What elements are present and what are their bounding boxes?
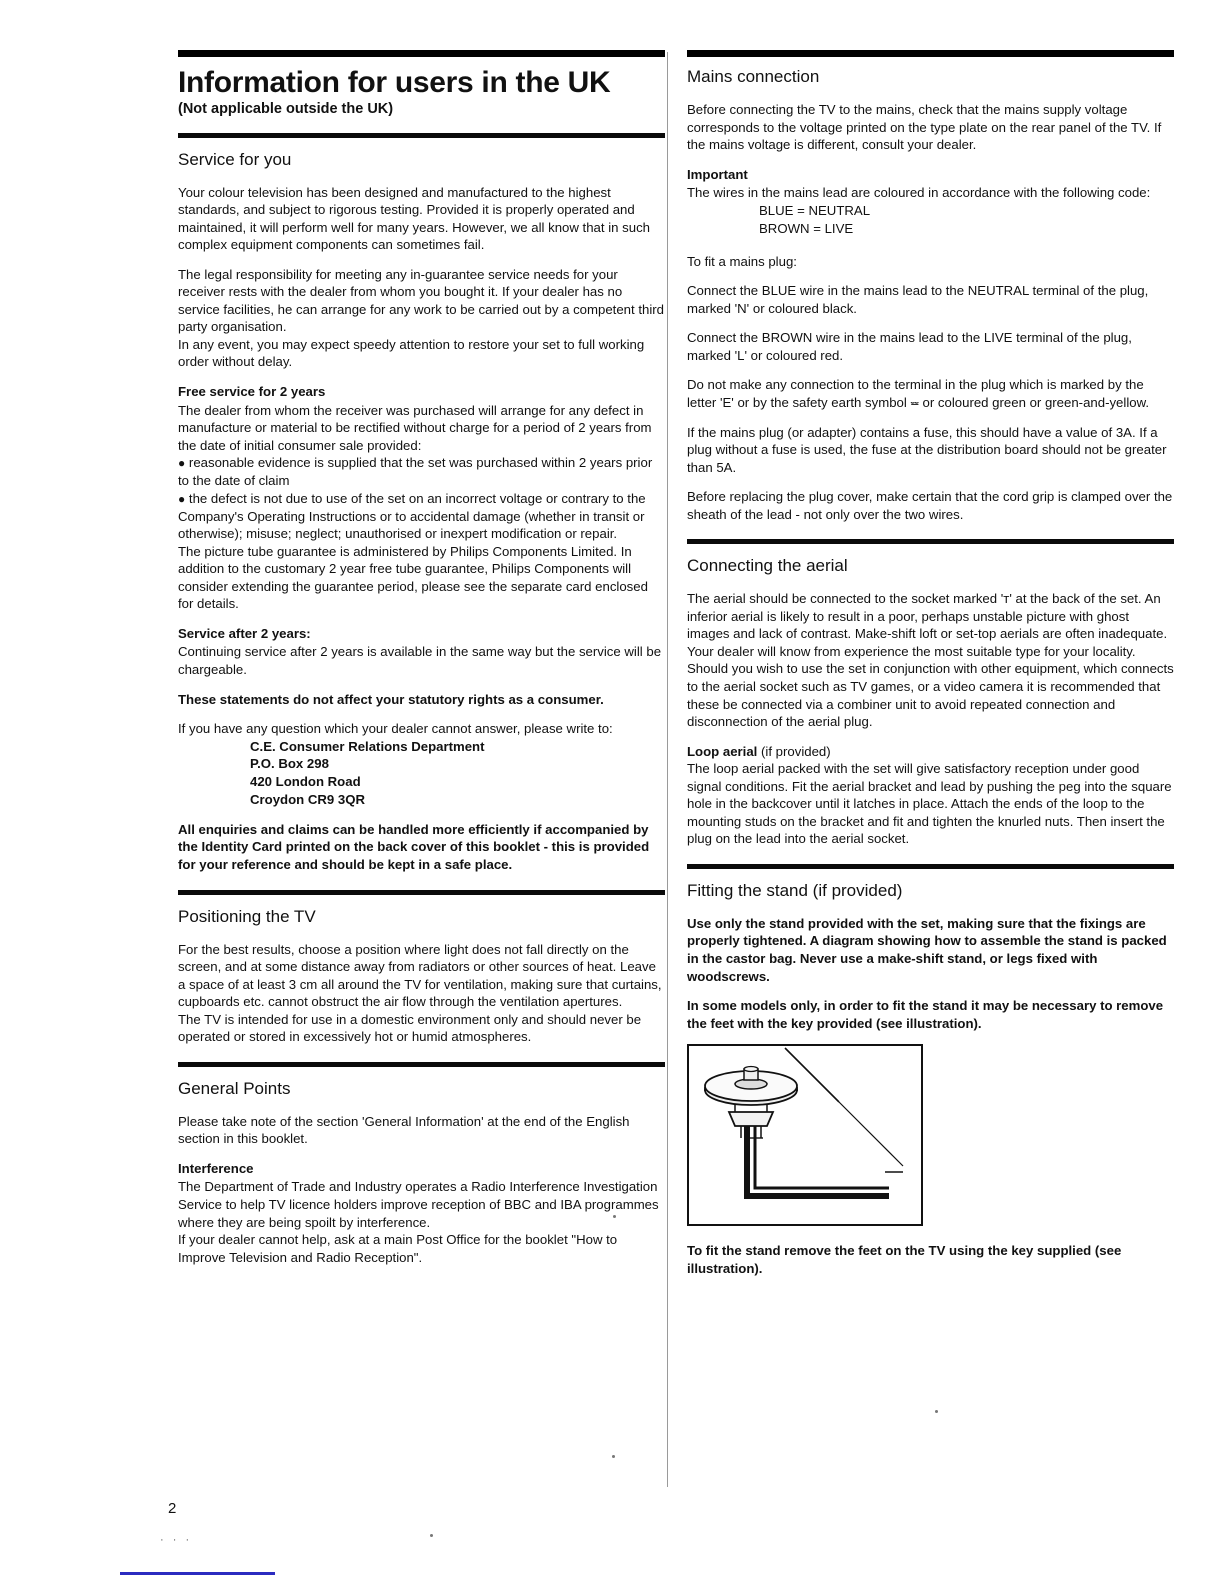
mains-rule-top bbox=[687, 50, 1174, 57]
earth-terminal-warning-text-2: or coloured green or green-and-yellow. bbox=[922, 394, 1150, 410]
stand-illustration-svg bbox=[689, 1046, 917, 1220]
free-service-bullet-1 bbox=[178, 454, 665, 490]
column-divider bbox=[667, 52, 668, 1487]
free-service-paragraph-1: The dealer from whom the receiver was purchased will arrange for any defect in manufacture or material to be rectified without charge for a period of 2 years from the date of initial consumer sale provided: bbox=[178, 402, 652, 453]
stand-rule bbox=[687, 864, 1174, 869]
page-bottom-marks: · · · bbox=[160, 1534, 193, 1546]
section-heading-general-points: General Points bbox=[178, 1078, 291, 1098]
bullet-dot-icon: ● bbox=[178, 456, 186, 471]
service-for-you-paragraph-2: The legal responsibility for meeting any in-guarantee service needs for your receiver rests with the dealer from whom you bought it. If your dealer has no service facilities, he can arrange for any work to be carried out by a competent third party organisation. bbox=[178, 266, 664, 335]
fit-mains-plug-intro: To fit a mains plug: bbox=[687, 253, 797, 269]
code-brown: BROWN = LIVE bbox=[759, 221, 854, 237]
service-after-heading: Service after 2 years: bbox=[178, 625, 311, 641]
stand-paragraph-1: Use only the stand provided with the set, making sure that the fixings are properly tightened. A diagram showing how to assemble the stand is packed in the castor bag. Never use a make-shift stand, or legs fixed with woodscrews. bbox=[687, 915, 1167, 984]
free-service-paragraph-2: The picture tube guarantee is administered by Philips Components Limited. In addition to the customary 2 year free tube guarantee, Philips Components will consider extending the guarantee period, please see the separate card enclosed for details. bbox=[178, 543, 648, 612]
statutory-rights-statement: These statements do not affect your statutory rights as a consumer. bbox=[178, 691, 604, 707]
cord-grip-paragraph: Before replacing the plug cover, make certain that the cord grip is clamped over the sheath of the lead - not only over the two wires. bbox=[687, 489, 1173, 522]
scan-speck bbox=[612, 1455, 615, 1458]
interference-heading: Interference bbox=[178, 1160, 254, 1176]
section-heading-positioning: Positioning the TV bbox=[178, 906, 316, 926]
page-bottom-bar bbox=[120, 1572, 275, 1575]
fuse-rating-paragraph: If the mains plug (or adapter) contains a fuse, this should have a value of 3A. If a plug without a fuse is used, the fuse at the distribution board should not be greater than 5A. bbox=[687, 424, 1167, 475]
service-for-you-paragraph-3: In any event, you may expect speedy attention to restore your set to full working order without delay. bbox=[178, 336, 645, 370]
title-rule-bottom bbox=[178, 133, 665, 138]
section-heading-connecting-aerial: Connecting the aerial bbox=[687, 556, 848, 576]
page-number: 2 bbox=[168, 1500, 177, 1517]
contact-address bbox=[178, 738, 665, 809]
title-rule-top bbox=[178, 50, 665, 57]
service-after-paragraph-1: Continuing service after 2 years is available in the same way but the service will be chargeable. bbox=[178, 644, 662, 677]
scan-speck bbox=[935, 1410, 938, 1413]
free-service-heading: Free service for 2 years bbox=[178, 383, 326, 399]
positioning-rule bbox=[178, 890, 665, 895]
service-for-you-paragraph-1: Your colour television has been designed and manufactured to the highest standards, and subject to rigorous testing. Provided it is properly operated and maintained, it will perform well for many years. However, we all know that in such complex equipment components can sometimes fail. bbox=[178, 184, 651, 253]
loop-aerial-heading bbox=[687, 743, 1174, 761]
earth-terminal-warning-text-1: Do not make any connection to the terminal in the plug which is marked by the letter 'E' or by the safety earth symbol bbox=[687, 377, 1144, 410]
code-blue: BLUE = NEUTRAL bbox=[759, 202, 871, 218]
positioning-paragraph-2: The TV is intended for use in a domestic environment only and should never be operated or stored in excessively hot or humid atmospheres. bbox=[178, 1011, 642, 1045]
important-heading: Important bbox=[687, 166, 748, 182]
connect-blue-wire: Connect the BLUE wire in the mains lead to the NEUTRAL terminal of the plug, marked 'N' or coloured black. bbox=[687, 283, 1149, 316]
address-line-1: C.E. Consumer Relations Department bbox=[250, 738, 485, 754]
loop-aerial-paragraph: The loop aerial packed with the set will give satisfactory reception under good signal conditions. Fit the aerial bracket and lead by pushing the peg into the square hole in the backcover until it latches in place. Attach the ends of the loop to the mounting studs on the bracket and fit and tighten the knurled nuts. Then insert the plug on the lead into the aerial socket. bbox=[687, 761, 1172, 847]
aerial-rule bbox=[687, 539, 1174, 544]
interference-paragraph-1: The Department of Trade and Industry operates a Radio Interference Investigation Service to help TV licence holders improve reception of BBC and IBA programmes where they are being spoilt by interference. bbox=[178, 1179, 659, 1230]
stand-paragraph-2: In some models only, in order to fit the stand it may be necessary to remove the feet with the key provided (see illustration). bbox=[687, 998, 1164, 1031]
address-line-2: P.O. Box 298 bbox=[250, 756, 329, 772]
interference-paragraph-2: If your dealer cannot help, ask at a main Post Office for the booklet "How to Improve Television and Radio Reception". bbox=[178, 1232, 618, 1265]
section-heading-mains-connection: Mains connection bbox=[687, 67, 820, 86]
free-service-bullet-1-text: reasonable evidence is supplied that the set was purchased within 2 years prior to the date of claim bbox=[178, 455, 653, 489]
positioning-paragraph-1: For the best results, choose a position where light does not fall directly on the screen, and at some distance away from radiators or other sources of heat. Leave a space of at least 3 cm all around the TV for ventilation, making sure that curtains, cupboards etc. cannot obstruct the air flow through the ventilation apertures. bbox=[178, 941, 662, 1010]
section-heading-fitting-stand: Fitting the stand (if provided) bbox=[687, 880, 903, 900]
general-points-rule bbox=[178, 1062, 665, 1067]
section-heading-service-for-you: Service for you bbox=[178, 149, 292, 169]
page-subtitle: (Not applicable outside the UK) bbox=[178, 100, 394, 117]
write-to-paragraph: If you have any question which your dealer cannot answer, please write to: bbox=[178, 721, 613, 737]
right-column bbox=[687, 50, 1174, 1289]
aerial-paragraph-1: The aerial should be connected to the socket marked 'ᴛ' at the back of the set. An inferior aerial is likely to result in a poor, perhaps unstable picture with ghost images and lack of contrast. Make-shift loft or set-top aerials are often inadequate. Your dealer will know from experience the most suitable type for your locality. bbox=[687, 591, 1168, 659]
scan-speck bbox=[613, 1215, 616, 1218]
loop-aerial-heading-text: Loop aerial bbox=[687, 743, 758, 759]
address-line-3: 420 London Road bbox=[250, 774, 361, 790]
wire-colour-code bbox=[687, 202, 1174, 239]
bullet-dot-icon: ● bbox=[178, 491, 186, 506]
earth-terminal-warning bbox=[687, 376, 1174, 411]
free-service-bullet-2 bbox=[178, 490, 665, 543]
connect-brown-wire: Connect the BROWN wire in the mains lead to the LIVE terminal of the plug, marked 'L' or coloured red. bbox=[687, 330, 1132, 363]
left-column bbox=[178, 50, 665, 1278]
stand-paragraph-3: To fit the stand remove the feet on the TV using the key supplied (see illustration). bbox=[687, 1243, 1122, 1276]
mains-code-intro: The wires in the mains lead are coloured in accordance with the following code: bbox=[687, 185, 1151, 201]
mains-paragraph-1: Before connecting the TV to the mains, check that the mains supply voltage corresponds to the voltage printed on the type plate on the rear panel of the TV. If the mains voltage is different, consult your dealer. bbox=[687, 102, 1162, 153]
address-line-4: Croydon CR9 3QR bbox=[250, 792, 366, 808]
general-points-paragraph-1: Please take note of the section 'General Information' at the end of the English section in this booklet. bbox=[178, 1113, 630, 1147]
aerial-paragraph-2: Should you wish to use the set in conjunction with other equipment, which connects to the aerial socket such as TV games, or a video camera it is recommended that these be connected via a combiner unit to avoid repeated connection and disconnection of the aerial plug. bbox=[687, 661, 1174, 730]
scan-speck bbox=[430, 1534, 433, 1537]
loop-aerial-heading-suffix: (if provided) bbox=[761, 743, 831, 759]
enquiries-statement: All enquiries and claims can be handled more efficiently if accompanied by the Identity Card printed on the back cover of this booklet - this is provided for your reference and should be kept in a safe place. bbox=[178, 821, 650, 872]
earth-symbol-icon: ⏕ bbox=[910, 394, 919, 410]
stand-foot-removal-illustration bbox=[687, 1044, 923, 1226]
page-title: Information for users in the UK bbox=[178, 66, 611, 99]
free-service-bullet-2-text: the defect is not due to use of the set on an incorrect voltage or contrary to the Company's Operating Instructions or to accidental damage (whether in transit or otherwise); misuse; neglect; unauthorised or inexpert modification or repair. bbox=[178, 490, 646, 542]
